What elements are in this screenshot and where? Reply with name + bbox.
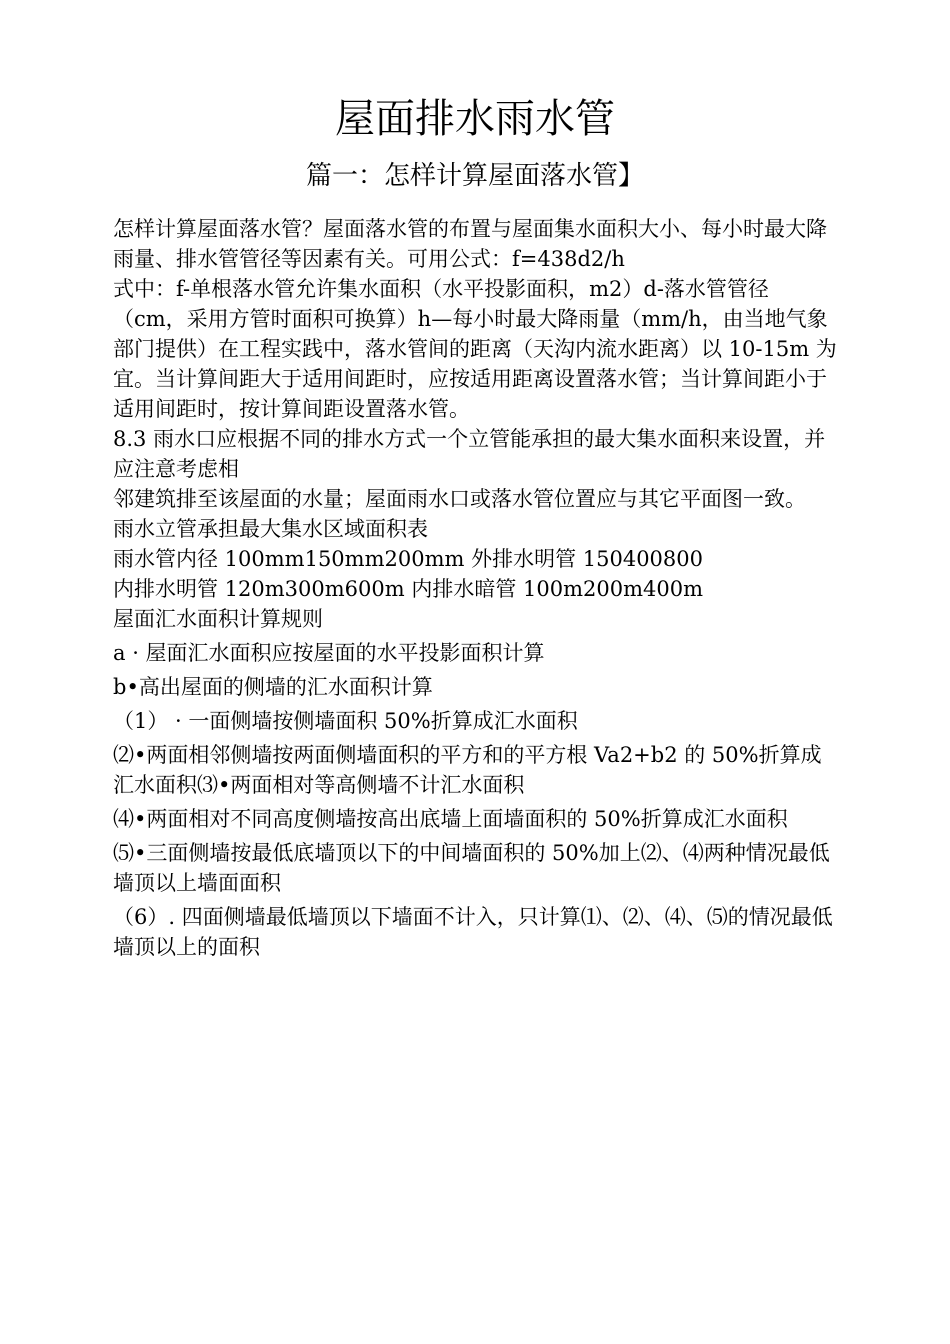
pipe-diameter-row: 雨水管内径 100mm150mm200mm 外排水明管 150400800 <box>113 547 703 571</box>
internal-pipe-row: 内排水明管 120m300m600m 内排水暗管 100m200m400m <box>113 577 703 601</box>
paragraph-section-8-3: 8.3 雨水口应根据不同的排水方式一个立管能承担的最大集水面积来设置，并应注意考虑相 <box>113 427 826 481</box>
paragraph-formula-explanation: 式中：f-单根落水管允许集水面积（水平投影面积，m2）d-落水管管径（cm，采用方管时面积可换算）h—每小时最大降雨量（mm/h，由当地气象部门提供）在工程实践中，落水管间的距离（天沟内流水距离）以 10-15m 为宜。当计算间距大于适用间距时，应按适用距离设置落水管；当计算间距小于适用间距时，按计算间距设置落水管。 <box>113 277 837 421</box>
document-body <box>113 214 839 962</box>
document-title: 屋面排水雨水管 <box>335 96 615 142</box>
rule-1: （1） · 一面侧墙按侧墙面积 50%折算成汇水面积 <box>113 709 578 733</box>
rule-6: （6）. 四面侧墙最低墙顶以下墙面不计入，只计算⑴、⑵、⑷、⑸的情况最低墙顶以上的面积 <box>113 905 833 959</box>
rule-b: b•高出屋面的侧墙的汇水面积计算 <box>113 675 433 699</box>
paragraph-neighbor-buildings: 邻建筑排至该屋面的水量；屋面雨水口或落水管位置应与其它平面图一致。 <box>113 487 806 511</box>
paragraph-intro: 怎样计算屋面落水管？屋面落水管的布置与屋面集水面积大小、每小时最大降雨量、排水管管径等因素有关。可用公式：f=438d2/h <box>113 217 827 271</box>
table-caption: 雨水立管承担最大集水区域面积表 <box>113 517 428 541</box>
rule-4: ⑷•两面相对不同高度侧墙按高出底墙上面墙面积的 50%折算成汇水面积 <box>113 807 788 831</box>
rule-a: a · 屋面汇水面积应按屋面的水平投影面积计算 <box>113 641 545 665</box>
section-heading: 篇一：怎样计算屋面落水管】 <box>305 161 644 191</box>
rules-heading: 屋面汇水面积计算规则 <box>113 607 323 631</box>
rule-5: ⑸•三面侧墙按最低底墙顶以下的中间墙面积的 50%加上⑵、⑷两种情况最低墙顶以上墙面面积 <box>113 841 830 895</box>
rule-2-3: ⑵•两面相邻侧墙按两面侧墙面积的平方和的平方根 Va2+b2 的 50%折算成汇水面积⑶•两面相对等高侧墙不计汇水面积 <box>113 743 822 797</box>
